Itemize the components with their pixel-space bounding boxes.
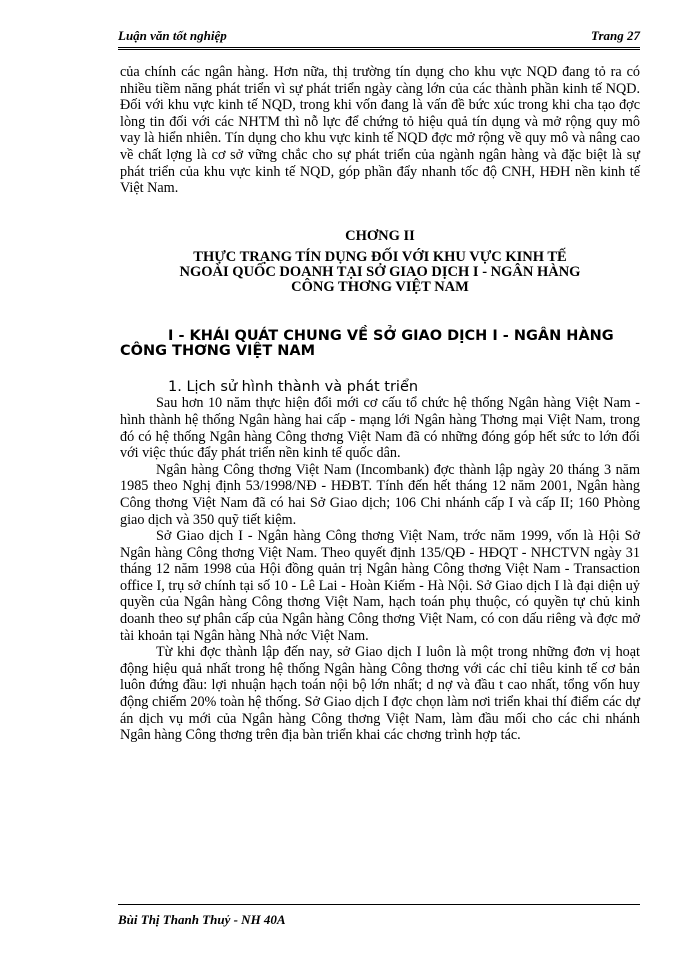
section-title-line-2: CÔNG THƠNG VIỆT NAM bbox=[120, 342, 316, 359]
paragraph: Từ khi đợc thành lập đến nay, sở Giao dịch I luôn là một trong những đơn vị hoạt động hiệu quả nhất trong hệ thống Ngân hàng Công thơng với các chỉ tiêu kinh tế cơ bản luôn đứng đầu: lợi nhuận hạch toán nội bộ lớn nhất; d nợ và đầu t cao nhất, tổng vốn huy động chiếm 20% toàn hệ thống. Sở Giao dịch I đợc chọn làm nơi triển khai thí điểm các dự án dịch vụ mới của Ngân hàng Công thơng Việt Nam, làm đầu mối cho các chi nhánh Ngân hàng Công thơng trên địa bàn triển khai các chơng trình hợp tác. bbox=[120, 644, 640, 744]
chapter-heading bbox=[120, 229, 640, 295]
paragraph: Sau hơn 10 năm thực hiện đổi mới cơ cấu tổ chức hệ thống Ngân hàng Việt Nam - hình thành hệ thống Ngân hàng hai cấp - mạng lới Ngân hàng Thơng mại Việt Nam, trong đó có hệ thống Ngân hàng Công thơng Việt Nam đã có những đóng góp hết sức to lớn đối với việc thúc đẩy phát triển nền kinh tế quốc dân. bbox=[120, 395, 640, 462]
section-heading bbox=[120, 329, 640, 359]
page-header bbox=[118, 28, 640, 44]
section-title-line-1: I - KHÁI QUÁT CHUNG VỀ SỞ GIAO DỊCH I - NGÂN HÀNG bbox=[168, 327, 614, 344]
paragraph: Ngân hàng Công thơng Việt Nam (Incombank) đợc thành lập ngày 20 tháng 3 năm 1985 theo Nghị định 53/1998/NĐ - HĐBT. Tính đến hết tháng 12 năm 2001, Ngân hàng Công thơng Việt Nam đã có hai Sở Giao dịch; 106 Chi nhánh cấp I và cấp II; 160 Phòng giao dịch và 350 quỹ tiết kiệm. bbox=[120, 461, 640, 528]
page-body bbox=[120, 64, 640, 744]
chapter-number: CHƠNG II bbox=[345, 227, 415, 244]
header-title: Luận văn tốt nghiệp bbox=[118, 28, 227, 43]
page-number: Trang 27 bbox=[591, 28, 640, 43]
paragraph: Sở Giao dịch I - Ngân hàng Công thơng Việt Nam, trớc năm 1999, vốn là Hội Sở Ngân hàng Công thơng Việt Nam. Theo quyết định 135/QĐ - HĐQT - NHCTVN ngày 31 tháng 12 năm 1998 của Hội đồng quản trị Ngân hàng Công thơng Việt Nam - Transaction office I, trụ sở chính tại số 10 - Lê Lai - Hoàn Kiếm - Hà Nội. Sở Giao dịch I là đại diện uỷ quyền của Ngân hàng Công thơng Việt Nam, hạch toán phụ thuộc, có quyền tự chủ kinh doanh theo sự phân cấp của Ngân hàng Công thơng Việt Nam, có con dấu riêng và đợc mở tài khoản tại Ngân hàng Nhà nớc Việt Nam. bbox=[120, 528, 640, 644]
subsection-heading: 1. Lịch sử hình thành và phát triển bbox=[168, 378, 419, 395]
intro-paragraph: của chính các ngân hàng. Hơn nữa, thị trường tín dụng cho khu vực NQD đang tỏ ra có nhiều tiềm năng phát triển vì sự phát triển ngày càng lớn của các thành phần kinh tế NQD. Đối với khu vực kinh tế NQD, trong khi vốn đang là vấn đề bức xúc trong khi cha tạo đợc lòng tin đối với các NHTM thì nỗ lực để chứng tỏ hiệu quả tín dụng và mở rộng quy mô vay là hiển nhiên. Tín dụng cho khu vực kinh tế NQD đợc mở rộng về quy mô và nâng cao về chất lợng là cơ sở vững chắc cho sự phát triển của ngành ngân hàng và đặc biệt là sự phát triển của khu vực kinh tế NQD, góp phần đẩy nhanh tốc độ CNH, HĐH nền kinh tế Việt Nam. bbox=[120, 64, 640, 197]
chapter-title-line-2: NGOÀI QUỐC DOANH TẠI SỞ GIAO DỊCH I - NGÂN HÀNG bbox=[179, 263, 581, 280]
page-footer: Bùi Thị Thanh Thuỷ - NH 40A bbox=[118, 912, 286, 927]
footer-rule bbox=[118, 904, 640, 905]
chapter-title-line-1: THỰC TRẠNG TÍN DỤNG ĐỐI VỚI KHU VỰC KINH TẾ bbox=[193, 248, 567, 265]
chapter-title-line-3: CÔNG THƠNG VIỆT NAM bbox=[291, 278, 469, 295]
header-rule bbox=[118, 47, 640, 50]
